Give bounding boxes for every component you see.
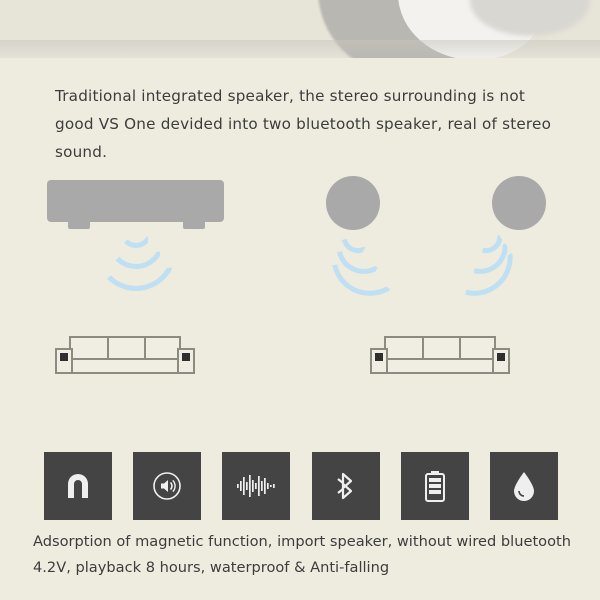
sofa-cushion-divider xyxy=(422,338,424,360)
sofa-arm-left xyxy=(55,348,73,374)
sofa-right xyxy=(370,336,510,378)
sofa-cushion-divider xyxy=(459,338,461,360)
sofa-arm-knob xyxy=(497,353,505,361)
feature-icon-row xyxy=(44,452,558,520)
caption-text: Adsorption of magnetic function, import speaker, without wired bluetooth 4.2V, playback 8 hours, waterproof & Anti-falling xyxy=(33,533,572,576)
sofa-seat xyxy=(63,358,187,374)
sofa-cushion-divider xyxy=(107,338,109,360)
sofa-left xyxy=(55,336,195,378)
battery-icon xyxy=(401,452,469,520)
speaker-foot-right xyxy=(183,222,205,229)
sofa-arm-knob xyxy=(375,353,383,361)
sofa-arm-right xyxy=(177,348,195,374)
waterproof-drop-icon xyxy=(490,452,558,520)
top-photo-band xyxy=(0,0,600,58)
sofa-arm-right xyxy=(492,348,510,374)
sofa-seat xyxy=(378,358,502,374)
sofa-cushion-divider xyxy=(144,338,146,360)
sound-wave-arc xyxy=(95,249,177,291)
bluetooth-icon xyxy=(312,452,380,520)
headline-text: Traditional integrated speaker, the stereo surrounding is not good VS One devided into two bluetooth speaker, real of stereo sound. xyxy=(55,87,552,161)
bluetooth-speaker-left xyxy=(326,176,380,230)
sofa-arm-knob xyxy=(182,353,190,361)
photo-shadow-gradient xyxy=(0,40,600,58)
magnet-icon xyxy=(44,452,112,520)
integrated-speaker-bar xyxy=(47,180,224,222)
sofa-arm-left xyxy=(370,348,388,374)
sound-wave-icon xyxy=(222,452,290,520)
bluetooth-speaker-right xyxy=(492,176,546,230)
sofa-arm-knob xyxy=(60,353,68,361)
comparison-illustration xyxy=(0,168,600,398)
speaker-volume-icon xyxy=(133,452,201,520)
speaker-foot-left xyxy=(68,222,90,229)
